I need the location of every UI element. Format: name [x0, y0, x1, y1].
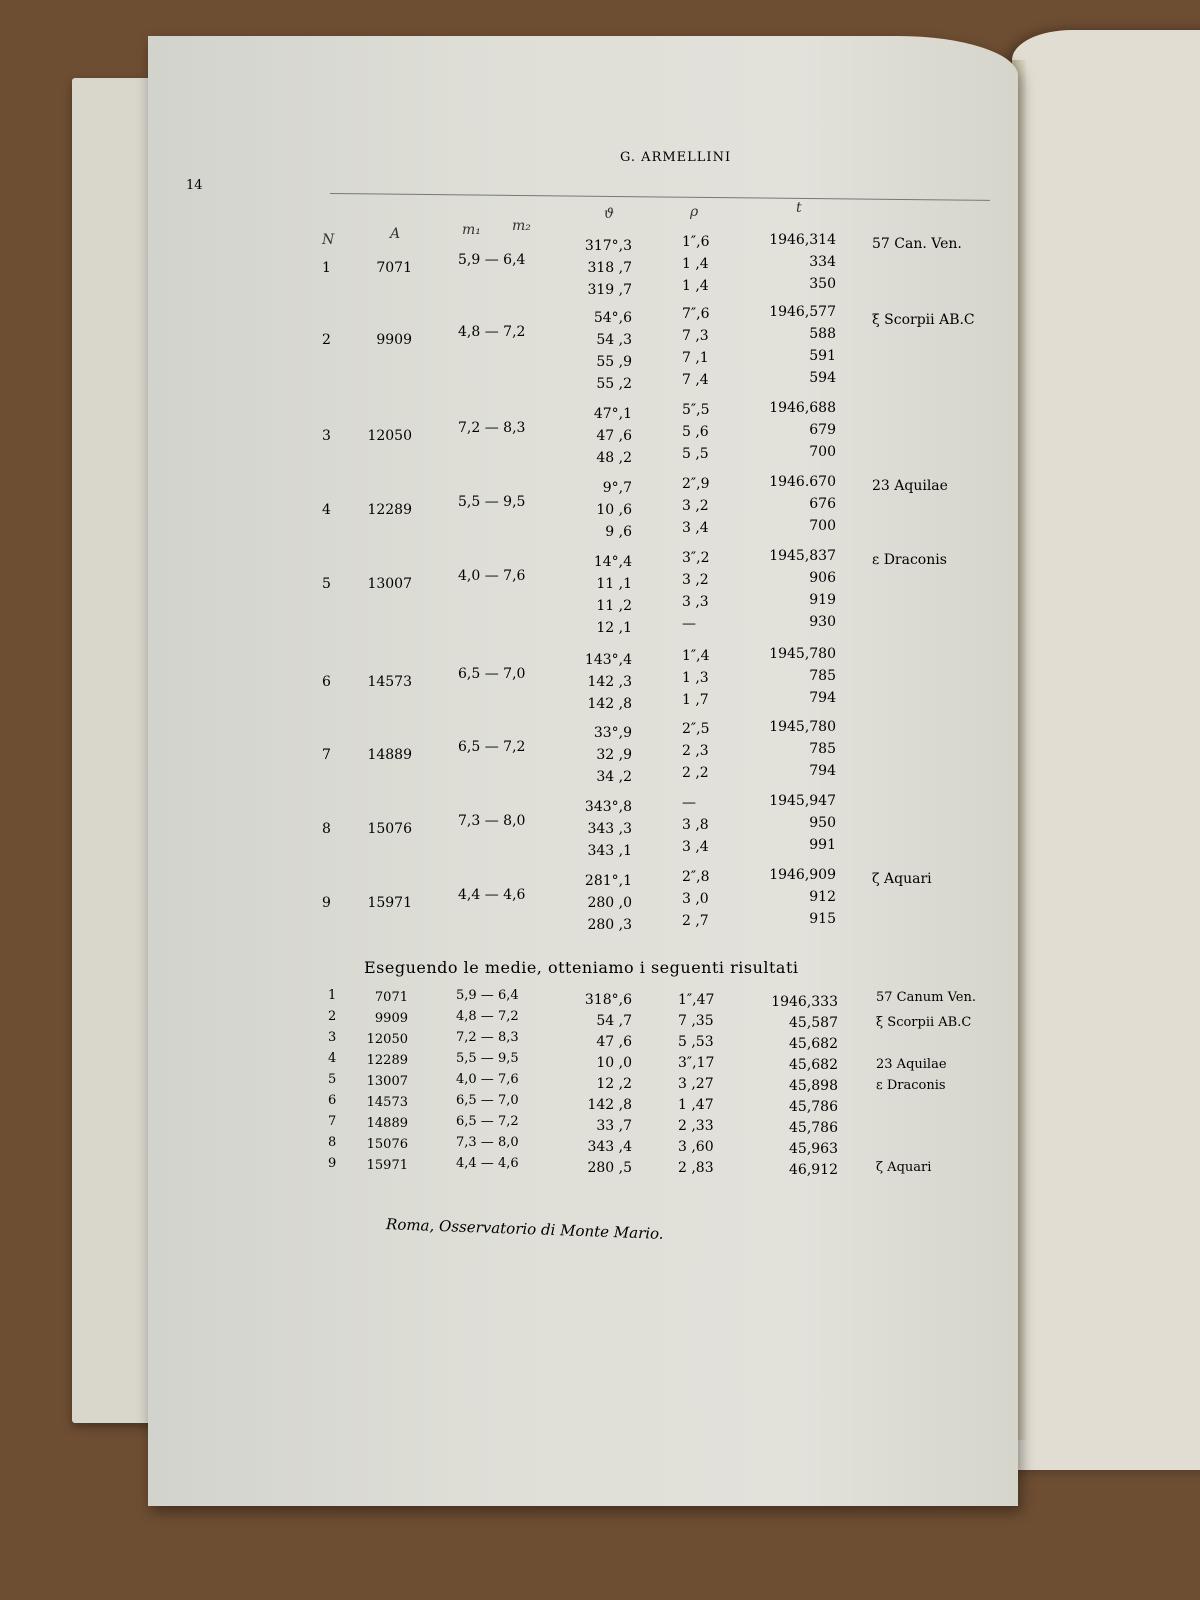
- row-magnitudes: 6,5 — 7,0: [458, 666, 526, 682]
- row-rho: 3 ,8: [682, 817, 709, 833]
- row-epoch: 1945,780: [769, 646, 836, 662]
- header-n: N: [322, 232, 335, 248]
- summary-rho: 2 ,83: [678, 1160, 714, 1176]
- summary-a-number: 9909: [374, 1011, 408, 1026]
- row-rho: 3″,2: [682, 550, 710, 566]
- summary-magnitudes: 6,5 — 7,2: [456, 1114, 519, 1129]
- row-theta: 10 ,6: [596, 502, 632, 518]
- row-theta: 54°,6: [593, 310, 632, 326]
- row-epoch: 1946.670: [769, 474, 836, 490]
- row-rho: 3 ,2: [682, 572, 709, 588]
- summary-star-name: 57 Canum Ven.: [876, 990, 976, 1005]
- summary-a-number: 15076: [366, 1137, 408, 1152]
- row-epoch: 1945,780: [769, 719, 836, 735]
- row-magnitudes: 4,0 — 7,6: [458, 568, 526, 584]
- row-rho: 1″,4: [682, 648, 710, 664]
- header-rho: ρ: [690, 204, 699, 220]
- row-rho: 1 ,3: [682, 670, 709, 686]
- row-epoch: 915: [809, 911, 836, 927]
- row-magnitudes: 5,9 — 6,4: [458, 252, 526, 268]
- row-magnitudes: 7,2 — 8,3: [458, 420, 526, 436]
- summary-rho: 3″,17: [678, 1055, 715, 1071]
- row-theta: 11 ,2: [596, 598, 632, 614]
- summary-magnitudes: 4,0 — 7,6: [456, 1072, 519, 1087]
- row-theta: 343 ,3: [587, 821, 632, 837]
- summary-number: 8: [328, 1135, 337, 1150]
- row-epoch: 794: [809, 763, 836, 779]
- summary-magnitudes: 7,2 — 8,3: [456, 1030, 519, 1045]
- row-number: 8: [322, 821, 331, 837]
- row-rho: 2″,8: [682, 869, 710, 885]
- row-magnitudes: 6,5 — 7,2: [458, 739, 526, 755]
- row-star-name: 23 Aquilae: [872, 478, 948, 494]
- row-a-number: 9909: [376, 332, 412, 348]
- row-a-number: 15076: [367, 821, 412, 837]
- row-a-number: 13007: [367, 576, 412, 592]
- row-theta: 318 ,7: [587, 260, 632, 276]
- row-theta: 9°,7: [602, 480, 632, 496]
- row-epoch: 1946,909: [769, 867, 836, 883]
- row-number: 6: [322, 674, 331, 690]
- row-rho: 7″,6: [682, 306, 710, 322]
- row-rho: 3 ,4: [682, 520, 709, 536]
- summary-magnitudes: 5,9 — 6,4: [456, 988, 519, 1003]
- row-epoch: 700: [809, 444, 836, 460]
- summary-epoch: 45,963: [789, 1141, 838, 1157]
- row-number: 1: [322, 260, 331, 276]
- row-rho: 1 ,4: [682, 256, 709, 272]
- summary-number: 6: [328, 1093, 337, 1108]
- summary-rho: 1″,47: [678, 992, 715, 1008]
- row-magnitudes: 5,5 — 9,5: [458, 494, 526, 510]
- header-m2: m₂: [512, 218, 531, 234]
- summary-star-name: ξ Scorpii AB.C: [876, 1015, 972, 1030]
- row-epoch: 912: [809, 889, 836, 905]
- summary-theta: 280 ,5: [587, 1160, 632, 1176]
- summary-sentence: Eseguendo le medie, otteniamo i seguenti risultati: [364, 958, 799, 977]
- summary-number: 5: [328, 1072, 337, 1087]
- row-rho: 1″,6: [682, 234, 710, 250]
- row-theta: 281°,1: [584, 873, 632, 889]
- summary-number: 1: [328, 988, 337, 1003]
- row-theta: 343 ,1: [587, 843, 632, 859]
- summary-theta: 343 ,4: [587, 1139, 632, 1155]
- row-number: 7: [322, 747, 331, 763]
- summary-theta: 10 ,0: [596, 1055, 632, 1071]
- row-number: 3: [322, 428, 331, 444]
- row-theta: 47°,1: [593, 406, 632, 422]
- row-theta: 11 ,1: [596, 576, 632, 592]
- row-rho: 7 ,3: [682, 328, 709, 344]
- row-a-number: 12050: [367, 428, 412, 444]
- row-epoch: 679: [809, 422, 836, 438]
- row-star-name: ζ Aquari: [872, 871, 932, 887]
- row-rho: 5 ,6: [682, 424, 709, 440]
- summary-a-number: 14889: [366, 1116, 408, 1131]
- row-epoch: 785: [809, 668, 836, 684]
- row-theta: 280 ,3: [587, 917, 632, 933]
- row-a-number: 14573: [367, 674, 412, 690]
- summary-number: 7: [328, 1114, 337, 1129]
- facing-page: [1012, 30, 1200, 1470]
- row-rho: 2″,9: [682, 476, 710, 492]
- row-rho: —: [682, 616, 696, 632]
- row-epoch: 950: [809, 815, 836, 831]
- row-theta: 14°,4: [593, 554, 632, 570]
- row-a-number: 14889: [367, 747, 412, 763]
- summary-epoch: 45,786: [789, 1099, 838, 1115]
- row-star-name: ξ Scorpii AB.C: [872, 312, 975, 328]
- row-rho: —: [682, 795, 696, 811]
- row-epoch: 1946,688: [769, 400, 836, 416]
- row-rho: 2 ,2: [682, 765, 709, 781]
- row-theta: 32 ,9: [596, 747, 632, 763]
- row-theta: 317°,3: [584, 238, 632, 254]
- row-epoch: 1946,577: [769, 304, 836, 320]
- summary-a-number: 12289: [366, 1053, 408, 1068]
- summary-rho: 7 ,35: [678, 1013, 714, 1029]
- row-theta: 34 ,2: [596, 769, 632, 785]
- row-rho: 2″,5: [682, 721, 710, 737]
- summary-rho: 2 ,33: [678, 1118, 714, 1134]
- summary-a-number: 15971: [366, 1158, 408, 1173]
- summary-theta: 54 ,7: [596, 1013, 632, 1029]
- row-rho: 1 ,7: [682, 692, 709, 708]
- row-epoch: 919: [809, 592, 836, 608]
- footer-signature: Roma, Osservatorio di Monte Mario.: [385, 1215, 664, 1243]
- row-theta: 47 ,6: [596, 428, 632, 444]
- summary-rho: 3 ,60: [678, 1139, 714, 1155]
- row-rho: 2 ,3: [682, 743, 709, 759]
- row-theta: 143°,4: [584, 652, 632, 668]
- row-rho: 5 ,5: [682, 446, 709, 462]
- row-rho: 3 ,0: [682, 891, 709, 907]
- row-rho: 3 ,2: [682, 498, 709, 514]
- row-rho: 2 ,7: [682, 913, 709, 929]
- row-a-number: 15971: [367, 895, 412, 911]
- row-theta: 343°,8: [584, 799, 632, 815]
- summary-magnitudes: 6,5 — 7,0: [456, 1093, 519, 1108]
- summary-star-name: 23 Aquilae: [876, 1057, 947, 1072]
- summary-magnitudes: 4,4 — 4,6: [456, 1156, 519, 1171]
- row-epoch: 700: [809, 518, 836, 534]
- summary-epoch: 45,786: [789, 1120, 838, 1136]
- row-rho: 7 ,4: [682, 372, 709, 388]
- row-epoch: 991: [809, 837, 836, 853]
- summary-number: 2: [328, 1009, 337, 1024]
- summary-a-number: 12050: [366, 1032, 408, 1047]
- row-theta: 9 ,6: [605, 524, 632, 540]
- row-magnitudes: 4,8 — 7,2: [458, 324, 526, 340]
- row-number: 2: [322, 332, 331, 348]
- row-a-number: 7071: [376, 260, 412, 276]
- row-epoch: 591: [809, 348, 836, 364]
- row-theta: 55 ,9: [596, 354, 632, 370]
- summary-epoch: 45,682: [789, 1036, 838, 1052]
- header-m1: m₁: [462, 222, 481, 238]
- summary-epoch: 46,912: [789, 1162, 838, 1178]
- summary-epoch: 45,587: [789, 1015, 838, 1031]
- summary-rho: 5 ,53: [678, 1034, 714, 1050]
- row-number: 5: [322, 576, 331, 592]
- row-number: 4: [322, 502, 331, 518]
- row-epoch: 906: [809, 570, 836, 586]
- summary-magnitudes: 7,3 — 8,0: [456, 1135, 519, 1150]
- summary-magnitudes: 4,8 — 7,2: [456, 1009, 519, 1024]
- row-star-name: ε Draconis: [872, 552, 947, 568]
- summary-a-number: 7071: [374, 990, 408, 1005]
- row-magnitudes: 4,4 — 4,6: [458, 887, 526, 903]
- summary-star-name: ζ Aquari: [876, 1160, 932, 1175]
- summary-rho: 3 ,27: [678, 1076, 714, 1092]
- row-epoch: 1945,837: [769, 548, 836, 564]
- row-theta: 54 ,3: [596, 332, 632, 348]
- row-epoch: 794: [809, 690, 836, 706]
- row-epoch: 676: [809, 496, 836, 512]
- summary-epoch: 45,682: [789, 1057, 838, 1073]
- row-rho: 1 ,4: [682, 278, 709, 294]
- row-epoch: 930: [809, 614, 836, 630]
- row-theta: 33°,9: [593, 725, 632, 741]
- running-head: G. ARMELLINI: [620, 150, 732, 165]
- row-theta: 12 ,1: [596, 620, 632, 636]
- row-theta: 319 ,7: [587, 282, 632, 298]
- summary-epoch: 45,898: [789, 1078, 838, 1094]
- row-theta: 48 ,2: [596, 450, 632, 466]
- header-t: t: [796, 200, 802, 216]
- row-epoch: 1946,314: [769, 232, 836, 248]
- summary-theta: 47 ,6: [596, 1034, 632, 1050]
- row-epoch: 785: [809, 741, 836, 757]
- row-theta: 280 ,0: [587, 895, 632, 911]
- row-rho: 5″,5: [682, 402, 710, 418]
- row-rho: 3 ,3: [682, 594, 709, 610]
- row-a-number: 12289: [367, 502, 412, 518]
- row-theta: 55 ,2: [596, 376, 632, 392]
- summary-theta: 12 ,2: [596, 1076, 632, 1092]
- row-epoch: 588: [809, 326, 836, 342]
- row-epoch: 1945,947: [769, 793, 836, 809]
- header-theta: ϑ: [604, 206, 615, 222]
- summary-a-number: 13007: [366, 1074, 408, 1089]
- summary-theta: 318°,6: [584, 992, 632, 1008]
- row-epoch: 350: [809, 276, 836, 292]
- row-rho: 7 ,1: [682, 350, 709, 366]
- row-theta: 142 ,8: [587, 696, 632, 712]
- summary-number: 3: [328, 1030, 337, 1045]
- row-epoch: 594: [809, 370, 836, 386]
- row-rho: 3 ,4: [682, 839, 709, 855]
- row-theta: 142 ,3: [587, 674, 632, 690]
- summary-number: 9: [328, 1156, 337, 1171]
- row-magnitudes: 7,3 — 8,0: [458, 813, 526, 829]
- summary-star-name: ε Draconis: [876, 1078, 946, 1093]
- page-number: 14: [186, 178, 203, 193]
- summary-theta: 33 ,7: [596, 1118, 632, 1134]
- row-star-name: 57 Can. Ven.: [872, 236, 962, 252]
- summary-magnitudes: 5,5 — 9,5: [456, 1051, 519, 1066]
- summary-rho: 1 ,47: [678, 1097, 714, 1113]
- header-a: A: [390, 226, 401, 242]
- summary-number: 4: [328, 1051, 337, 1066]
- row-number: 9: [322, 895, 331, 911]
- summary-a-number: 14573: [366, 1095, 408, 1110]
- summary-theta: 142 ,8: [587, 1097, 632, 1113]
- summary-epoch: 1946,333: [771, 994, 838, 1010]
- row-epoch: 334: [809, 254, 836, 270]
